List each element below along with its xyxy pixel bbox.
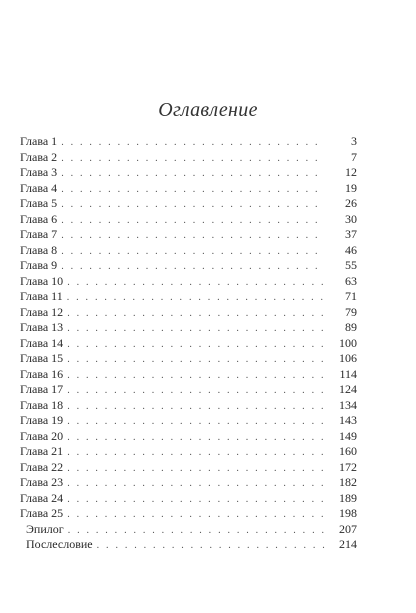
toc-entry-page: 12 <box>345 165 357 179</box>
dot-leader <box>68 523 325 539</box>
toc-entry-page: 63 <box>345 273 357 288</box>
dot-leader <box>67 399 325 415</box>
toc-entry <box>20 289 357 305</box>
toc-entry-label: Глава 25 <box>20 506 64 520</box>
toc-entry <box>20 460 357 476</box>
toc-entry-label: Глава 17 <box>20 382 64 396</box>
toc-entry-label: Глава 9 <box>20 258 58 272</box>
toc-entry-label: Глава 12 <box>20 304 64 319</box>
toc-entry-label: Эпилог <box>26 521 64 536</box>
toc-entry-label: Глава 3 <box>20 165 58 179</box>
toc-entry-page: 19 <box>345 180 357 195</box>
toc-entry-label: Послесловие <box>26 537 93 551</box>
toc-entry-page: 100 <box>339 335 357 350</box>
toc-entry <box>20 181 357 197</box>
dot-leader <box>61 182 325 198</box>
dot-leader <box>67 476 325 492</box>
toc-entry-page: 134 <box>339 397 357 412</box>
toc-entry <box>20 274 357 290</box>
toc-entry-page: 55 <box>345 258 357 272</box>
toc-entry-page: 3 <box>351 134 357 148</box>
toc-entry-page: 89 <box>345 320 357 334</box>
toc-entry <box>20 212 357 228</box>
dot-leader <box>67 352 325 368</box>
page-title: Оглавление <box>158 99 258 121</box>
toc-entry-label: Глава 5 <box>20 196 58 210</box>
toc-entry-label: Глава 7 <box>20 227 58 241</box>
dot-leader <box>67 321 325 337</box>
dot-leader <box>67 306 325 322</box>
toc-entry-page: 37 <box>345 227 357 241</box>
toc-entry <box>20 444 357 460</box>
toc-entry <box>20 258 357 274</box>
toc-entry-page: 207 <box>339 521 357 536</box>
toc-entry-label: Глава 19 <box>20 413 64 427</box>
toc-entry-label: Глава 10 <box>20 273 64 288</box>
toc-entry <box>20 413 357 429</box>
dot-leader <box>61 244 325 260</box>
dot-leader <box>67 368 325 384</box>
toc-entry <box>20 227 357 243</box>
toc-entry-page: 114 <box>339 366 357 381</box>
table-of-contents <box>20 134 357 553</box>
dot-leader <box>67 492 325 508</box>
toc-entry-page: 143 <box>339 413 357 427</box>
toc-entry <box>20 150 357 166</box>
toc-entry <box>20 398 357 414</box>
toc-entry <box>20 475 357 491</box>
toc-entry <box>20 336 357 352</box>
dot-leader <box>61 228 325 244</box>
toc-entry <box>20 522 357 538</box>
toc-entry-page: 172 <box>339 459 357 474</box>
toc-entry <box>20 382 357 398</box>
toc-entry-page: 214 <box>339 537 357 551</box>
dot-leader <box>67 275 325 291</box>
toc-entry <box>20 243 357 259</box>
dot-leader <box>67 507 325 523</box>
toc-entry-label: Глава 21 <box>20 444 64 458</box>
toc-entry-label: Глава 24 <box>20 490 64 505</box>
toc-entry-label: Глава 6 <box>20 211 58 226</box>
toc-entry <box>20 351 357 367</box>
toc-entry-label: Глава 15 <box>20 351 64 365</box>
toc-entry-label: Глава 1 <box>20 134 58 148</box>
toc-entry-page: 30 <box>345 211 357 226</box>
toc-entry-page: 7 <box>351 149 357 164</box>
toc-entry-page: 124 <box>339 382 357 396</box>
toc-entry-label: Глава 20 <box>20 428 64 443</box>
toc-entry-label: Глава 13 <box>20 320 64 334</box>
dot-leader <box>61 197 325 213</box>
toc-entry <box>20 491 357 507</box>
toc-entry-label: Глава 4 <box>20 180 58 195</box>
toc-entry-label: Глава 16 <box>20 366 64 381</box>
toc-entry-page: 198 <box>339 506 357 520</box>
toc-entry-page: 182 <box>339 475 357 489</box>
toc-entry-page: 106 <box>339 351 357 365</box>
toc-entry <box>20 305 357 321</box>
toc-entry-page: 26 <box>345 196 357 210</box>
toc-entry-page: 149 <box>339 428 357 443</box>
dot-leader <box>67 383 325 399</box>
dot-leader <box>67 290 325 306</box>
toc-entry-label: Глава 22 <box>20 459 64 474</box>
toc-entry-page: 189 <box>339 490 357 505</box>
dot-leader <box>61 166 325 182</box>
dot-leader <box>67 461 325 477</box>
dot-leader <box>67 337 325 353</box>
toc-entry <box>20 367 357 383</box>
dot-leader <box>61 259 325 275</box>
toc-entry-label: Глава 11 <box>20 289 63 303</box>
toc-entry <box>20 429 357 445</box>
dot-leader <box>61 151 325 167</box>
dot-leader <box>67 430 325 446</box>
toc-entry-page: 71 <box>345 289 357 303</box>
toc-entry-label: Глава 14 <box>20 335 64 350</box>
toc-entry <box>20 134 357 150</box>
dot-leader <box>67 414 325 430</box>
dot-leader <box>97 538 325 554</box>
toc-entry-label: Глава 8 <box>20 242 58 257</box>
toc-entry <box>20 320 357 336</box>
toc-entry <box>20 196 357 212</box>
toc-entry <box>20 537 357 553</box>
toc-entry-page: 46 <box>345 242 357 257</box>
toc-entry-label: Глава 23 <box>20 475 64 489</box>
dot-leader <box>67 445 325 461</box>
toc-entry-label: Глава 18 <box>20 397 64 412</box>
toc-entry-label: Глава 2 <box>20 149 58 164</box>
toc-entry <box>20 165 357 181</box>
dot-leader <box>61 213 325 229</box>
toc-entry-page: 79 <box>345 304 357 319</box>
toc-entry <box>20 506 357 522</box>
toc-entry-page: 160 <box>339 444 357 458</box>
dot-leader <box>61 135 325 151</box>
